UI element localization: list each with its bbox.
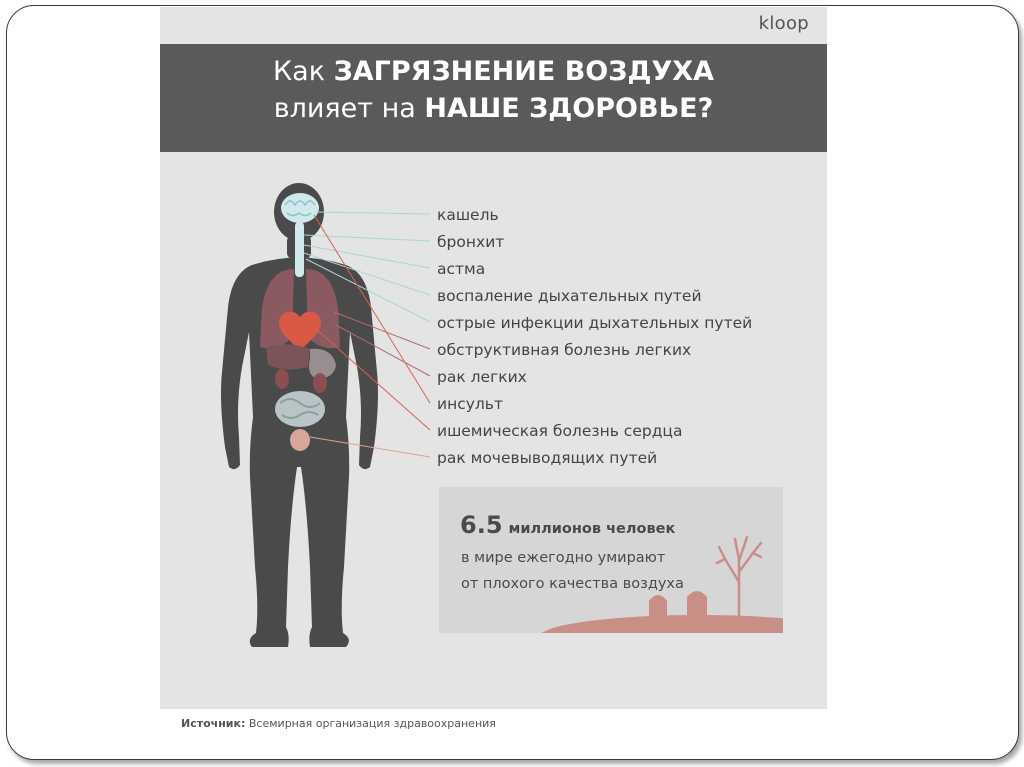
list-item: острые инфекции дыхательных путей bbox=[437, 314, 753, 332]
list-item: кашель bbox=[437, 206, 499, 224]
stat-description-line-1: в мире ежегодно умирают bbox=[461, 550, 666, 566]
trachea-icon bbox=[295, 222, 304, 277]
source-note: Источник: Всемирная организация здравоохранения bbox=[181, 717, 496, 730]
bladder-icon bbox=[290, 429, 310, 451]
list-item: воспаление дыхательных путей bbox=[437, 287, 702, 305]
mortality-stat-box bbox=[439, 487, 783, 633]
stat-description-line-2: от плохого качества воздуха bbox=[461, 576, 684, 592]
list-item: инсульт bbox=[437, 395, 503, 413]
title-line-1: Как ЗАГРЯЗНЕНИЕ ВОЗДУХА bbox=[272, 56, 715, 87]
tombstone-icon bbox=[687, 591, 707, 615]
title-line-2: влияет на НАШЕ ЗДОРОВЬЕ? bbox=[273, 93, 714, 124]
list-item: бронхит bbox=[437, 233, 505, 251]
brain-icon bbox=[281, 193, 319, 223]
intestines-icon bbox=[275, 391, 325, 427]
list-item: рак мочевыводящих путей bbox=[437, 449, 658, 467]
list-item: ишемическая болезнь сердца bbox=[437, 422, 683, 440]
infographic-poster bbox=[160, 7, 827, 709]
list-item: рак легких bbox=[437, 368, 527, 386]
list-item: астма bbox=[437, 260, 486, 278]
liver-icon bbox=[266, 344, 310, 369]
list-item: обструктивная болезнь легких bbox=[437, 341, 692, 359]
bare-tree-icon bbox=[717, 537, 761, 617]
stat-headline: 6.5 миллионов человек bbox=[460, 511, 676, 539]
kloop-logo: kloop bbox=[758, 13, 809, 34]
tombstone-icon bbox=[649, 595, 667, 617]
health-effects-list bbox=[437, 202, 752, 472]
